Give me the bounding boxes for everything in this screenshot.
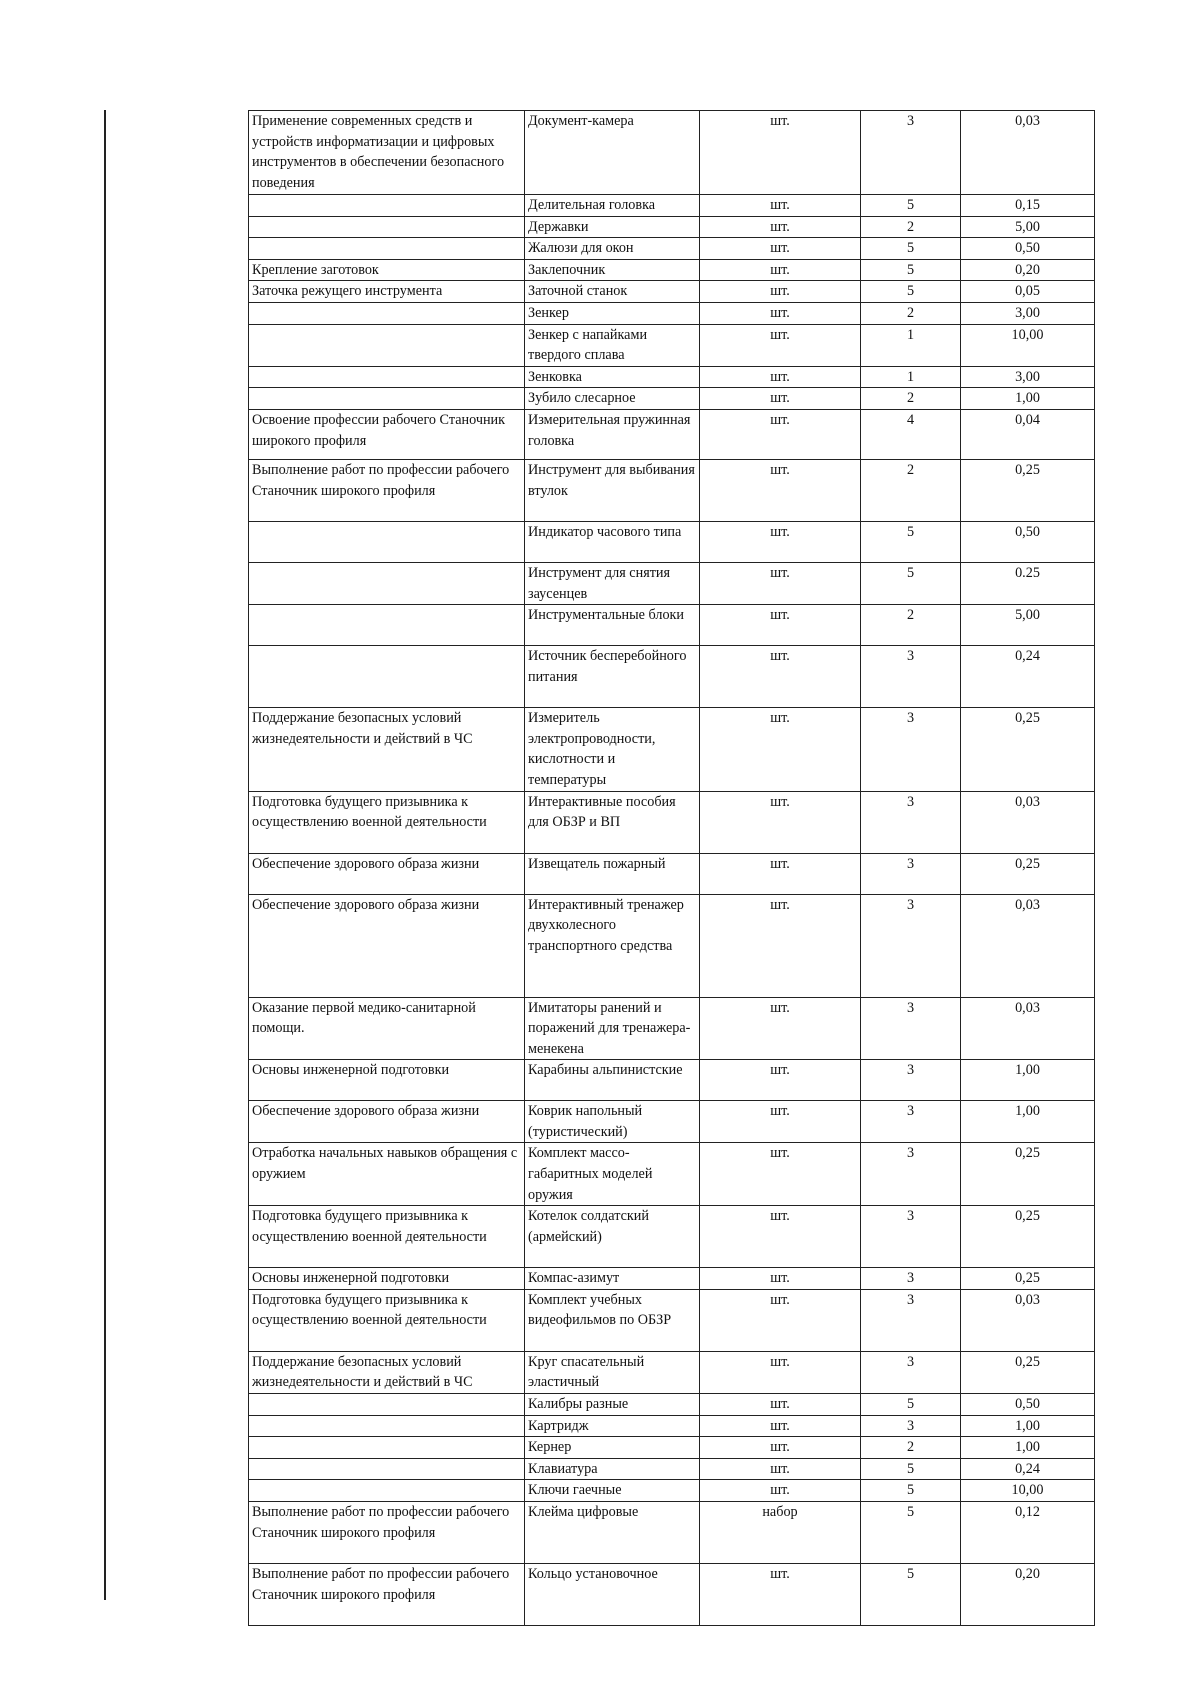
value-cell: 1,00 <box>961 1101 1095 1143</box>
value-cell: 0,03 <box>961 1289 1095 1351</box>
item-cell: Инструмент для выбивания втулок <box>525 459 700 521</box>
unit-cell: шт. <box>700 409 861 459</box>
item-cell: Комплект учебных видеофильмов по ОБЗР <box>525 1289 700 1351</box>
value-cell: 1,00 <box>961 1437 1095 1459</box>
topic-cell: Поддержание безопасных условий жизнедеятельности и действий в ЧС <box>249 708 525 791</box>
table-row <box>249 1415 1095 1437</box>
item-cell: Зубило слесарное <box>525 388 700 410</box>
value-cell: 0,25 <box>961 708 1095 791</box>
table-row <box>249 1564 1095 1626</box>
table-row <box>249 238 1095 260</box>
quantity-cell: 4 <box>861 409 961 459</box>
quantity-cell: 3 <box>861 1206 961 1268</box>
table-row <box>249 894 1095 997</box>
table-row <box>249 605 1095 646</box>
value-cell: 0,03 <box>961 791 1095 853</box>
item-cell: Индикатор часового типа <box>525 521 700 562</box>
value-cell: 0,24 <box>961 1458 1095 1480</box>
value-cell: 5,00 <box>961 216 1095 238</box>
unit-cell: шт. <box>700 562 861 604</box>
unit-cell: шт. <box>700 366 861 388</box>
quantity-cell: 2 <box>861 605 961 646</box>
item-cell: Жалюзи для окон <box>525 238 700 260</box>
item-cell: Державки <box>525 216 700 238</box>
unit-cell: шт. <box>700 1437 861 1459</box>
table-row <box>249 324 1095 366</box>
item-cell: Ключи гаечные <box>525 1480 700 1502</box>
topic-cell <box>249 216 525 238</box>
unit-cell: шт. <box>700 646 861 708</box>
topic-cell: Выполнение работ по профессии рабочего Станочник широкого профиля <box>249 1564 525 1626</box>
topic-cell <box>249 1458 525 1480</box>
topic-cell <box>249 1415 525 1437</box>
item-cell: Измерительная пружинная головка <box>525 409 700 459</box>
topic-cell <box>249 1394 525 1416</box>
unit-cell: шт. <box>700 459 861 521</box>
table-row <box>249 388 1095 410</box>
quantity-cell: 3 <box>861 894 961 997</box>
item-cell: Зенковка <box>525 366 700 388</box>
quantity-cell: 3 <box>861 791 961 853</box>
quantity-cell: 3 <box>861 853 961 894</box>
table-row <box>249 195 1095 217</box>
value-cell: 0.25 <box>961 562 1095 604</box>
equipment-table <box>248 110 1095 1626</box>
topic-cell <box>249 521 525 562</box>
unit-cell: шт. <box>700 1143 861 1206</box>
unit-cell: шт. <box>700 1458 861 1480</box>
topic-cell: Крепление заготовок <box>249 259 525 281</box>
quantity-cell: 3 <box>861 1415 961 1437</box>
value-cell: 0,25 <box>961 1268 1095 1290</box>
item-cell: Инструментальные блоки <box>525 605 700 646</box>
topic-cell: Выполнение работ по профессии рабочего Станочник широкого профиля <box>249 459 525 521</box>
item-cell: Круг спасательный эластичный <box>525 1351 700 1393</box>
value-cell: 0,50 <box>961 238 1095 260</box>
quantity-cell: 1 <box>861 324 961 366</box>
item-cell: Клавиатура <box>525 1458 700 1480</box>
unit-cell: шт. <box>700 605 861 646</box>
item-cell: Извещатель пожарный <box>525 853 700 894</box>
table-row <box>249 1437 1095 1459</box>
quantity-cell: 2 <box>861 1437 961 1459</box>
unit-cell: шт. <box>700 1289 861 1351</box>
topic-cell: Подготовка будущего призывника к осуществлению военной деятельности <box>249 1289 525 1351</box>
table-row <box>249 281 1095 303</box>
unit-cell: шт. <box>700 324 861 366</box>
quantity-cell: 2 <box>861 216 961 238</box>
unit-cell: шт. <box>700 997 861 1060</box>
table-row <box>249 1060 1095 1101</box>
table-row <box>249 216 1095 238</box>
quantity-cell: 3 <box>861 997 961 1060</box>
unit-cell: шт. <box>700 1394 861 1416</box>
value-cell: 0,25 <box>961 1351 1095 1393</box>
table-row <box>249 111 1095 195</box>
value-cell: 1,00 <box>961 1060 1095 1101</box>
quantity-cell: 3 <box>861 1289 961 1351</box>
unit-cell: шт. <box>700 521 861 562</box>
value-cell: 0,25 <box>961 1206 1095 1268</box>
topic-cell: Отработка начальных навыков обращения с оружием <box>249 1143 525 1206</box>
unit-cell: шт. <box>700 388 861 410</box>
item-cell: Комплект массо-габаритных моделей оружия <box>525 1143 700 1206</box>
table-row <box>249 1101 1095 1143</box>
unit-cell: шт. <box>700 1564 861 1626</box>
quantity-cell: 3 <box>861 1351 961 1393</box>
table-row <box>249 1502 1095 1564</box>
value-cell: 0,20 <box>961 259 1095 281</box>
topic-cell: Обеспечение здорового образа жизни <box>249 894 525 997</box>
quantity-cell: 2 <box>861 302 961 324</box>
unit-cell: шт. <box>700 1268 861 1290</box>
table-row <box>249 521 1095 562</box>
quantity-cell: 5 <box>861 1458 961 1480</box>
value-cell: 0,25 <box>961 459 1095 521</box>
quantity-cell: 5 <box>861 195 961 217</box>
item-cell: Клейма цифровые <box>525 1502 700 1564</box>
quantity-cell: 5 <box>861 281 961 303</box>
value-cell: 0,25 <box>961 853 1095 894</box>
quantity-cell: 2 <box>861 459 961 521</box>
quantity-cell: 3 <box>861 1143 961 1206</box>
topic-cell <box>249 366 525 388</box>
unit-cell: шт. <box>700 302 861 324</box>
item-cell: Делительная головка <box>525 195 700 217</box>
unit-cell: шт. <box>700 1351 861 1393</box>
topic-cell: Освоение профессии рабочего Станочник широкого профиля <box>249 409 525 459</box>
table-row <box>249 646 1095 708</box>
topic-cell <box>249 562 525 604</box>
topic-cell: Поддержание безопасных условий жизнедеятельности и действий в ЧС <box>249 1351 525 1393</box>
table-row <box>249 259 1095 281</box>
item-cell: Документ-камера <box>525 111 700 195</box>
unit-cell: шт. <box>700 791 861 853</box>
topic-cell: Основы инженерной подготовки <box>249 1060 525 1101</box>
topic-cell: Заточка режущего инструмента <box>249 281 525 303</box>
topic-cell: Обеспечение здорового образа жизни <box>249 1101 525 1143</box>
quantity-cell: 5 <box>861 259 961 281</box>
value-cell: 0,12 <box>961 1502 1095 1564</box>
unit-cell: шт. <box>700 195 861 217</box>
item-cell: Интерактивный тренажер двухколесного транспортного средства <box>525 894 700 997</box>
table-row <box>249 409 1095 459</box>
topic-cell: Обеспечение здорового образа жизни <box>249 853 525 894</box>
table-row <box>249 1268 1095 1290</box>
topic-cell: Оказание первой медико-санитарной помощи. <box>249 997 525 1060</box>
unit-cell: набор <box>700 1502 861 1564</box>
value-cell: 3,00 <box>961 366 1095 388</box>
value-cell: 0,04 <box>961 409 1095 459</box>
value-cell: 0,03 <box>961 997 1095 1060</box>
topic-cell <box>249 388 525 410</box>
table-row <box>249 562 1095 604</box>
value-cell: 0,03 <box>961 894 1095 997</box>
value-cell: 0,24 <box>961 646 1095 708</box>
unit-cell: шт. <box>700 853 861 894</box>
unit-cell: шт. <box>700 1060 861 1101</box>
unit-cell: шт. <box>700 708 861 791</box>
value-cell: 1,00 <box>961 1415 1095 1437</box>
quantity-cell: 2 <box>861 388 961 410</box>
topic-cell <box>249 195 525 217</box>
quantity-cell: 5 <box>861 562 961 604</box>
unit-cell: шт. <box>700 259 861 281</box>
item-cell: Кольцо установочное <box>525 1564 700 1626</box>
topic-cell: Выполнение работ по профессии рабочего Станочник широкого профиля <box>249 1502 525 1564</box>
item-cell: Измеритель электропроводности, кислотности и температуры <box>525 708 700 791</box>
topic-cell <box>249 1480 525 1502</box>
table-row <box>249 1143 1095 1206</box>
item-cell: Кернер <box>525 1437 700 1459</box>
value-cell: 0,15 <box>961 195 1095 217</box>
table-body <box>249 111 1095 1626</box>
item-cell: Зенкер <box>525 302 700 324</box>
quantity-cell: 3 <box>861 1101 961 1143</box>
quantity-cell: 3 <box>861 646 961 708</box>
unit-cell: шт. <box>700 894 861 997</box>
unit-cell: шт. <box>700 1480 861 1502</box>
topic-cell <box>249 646 525 708</box>
value-cell: 0,50 <box>961 1394 1095 1416</box>
topic-cell <box>249 238 525 260</box>
quantity-cell: 5 <box>861 1394 961 1416</box>
item-cell: Картридж <box>525 1415 700 1437</box>
topic-cell: Основы инженерной подготовки <box>249 1268 525 1290</box>
margin-rule <box>104 110 106 1600</box>
table-row <box>249 1458 1095 1480</box>
item-cell: Коврик напольный (туристический) <box>525 1101 700 1143</box>
item-cell: Имитаторы ранений и поражений для тренажера-менекена <box>525 997 700 1060</box>
table-row <box>249 1289 1095 1351</box>
table-row <box>249 1206 1095 1268</box>
value-cell: 5,00 <box>961 605 1095 646</box>
value-cell: 0,25 <box>961 1143 1095 1206</box>
unit-cell: шт. <box>700 281 861 303</box>
item-cell: Заклепочник <box>525 259 700 281</box>
table-row <box>249 1480 1095 1502</box>
quantity-cell: 5 <box>861 238 961 260</box>
unit-cell: шт. <box>700 1101 861 1143</box>
item-cell: Калибры разные <box>525 1394 700 1416</box>
table-row <box>249 708 1095 791</box>
topic-cell: Подготовка будущего призывника к осуществлению военной деятельности <box>249 1206 525 1268</box>
value-cell: 1,00 <box>961 388 1095 410</box>
quantity-cell: 3 <box>861 1060 961 1101</box>
quantity-cell: 3 <box>861 111 961 195</box>
value-cell: 3,00 <box>961 302 1095 324</box>
table-row <box>249 366 1095 388</box>
value-cell: 10,00 <box>961 1480 1095 1502</box>
item-cell: Инструмент для снятия заусенцев <box>525 562 700 604</box>
topic-cell <box>249 302 525 324</box>
table-row <box>249 1394 1095 1416</box>
quantity-cell: 5 <box>861 1502 961 1564</box>
unit-cell: шт. <box>700 238 861 260</box>
item-cell: Компас-азимут <box>525 1268 700 1290</box>
table-row <box>249 853 1095 894</box>
item-cell: Карабины альпинистские <box>525 1060 700 1101</box>
unit-cell: шт. <box>700 216 861 238</box>
quantity-cell: 1 <box>861 366 961 388</box>
value-cell: 10,00 <box>961 324 1095 366</box>
table-row <box>249 1351 1095 1393</box>
value-cell: 0,50 <box>961 521 1095 562</box>
item-cell: Котелок солдатский (армейский) <box>525 1206 700 1268</box>
table-row <box>249 791 1095 853</box>
quantity-cell: 3 <box>861 708 961 791</box>
topic-cell: Применение современных средств и устройств информатизации и цифровых инструментов в обеспечении безопасного поведения <box>249 111 525 195</box>
topic-cell <box>249 1437 525 1459</box>
unit-cell: шт. <box>700 1206 861 1268</box>
table-row <box>249 997 1095 1060</box>
topic-cell: Подготовка будущего призывника к осуществлению военной деятельности <box>249 791 525 853</box>
value-cell: 0,03 <box>961 111 1095 195</box>
table-row <box>249 459 1095 521</box>
item-cell: Интерактивные пособия для ОБЗР и ВП <box>525 791 700 853</box>
quantity-cell: 5 <box>861 1480 961 1502</box>
quantity-cell: 5 <box>861 1564 961 1626</box>
item-cell: Заточной станок <box>525 281 700 303</box>
table-row <box>249 302 1095 324</box>
quantity-cell: 5 <box>861 521 961 562</box>
topic-cell <box>249 605 525 646</box>
value-cell: 0,20 <box>961 1564 1095 1626</box>
value-cell: 0,05 <box>961 281 1095 303</box>
unit-cell: шт. <box>700 111 861 195</box>
unit-cell: шт. <box>700 1415 861 1437</box>
topic-cell <box>249 324 525 366</box>
quantity-cell: 3 <box>861 1268 961 1290</box>
item-cell: Источник бесперебойного питания <box>525 646 700 708</box>
item-cell: Зенкер с напайками твердого сплава <box>525 324 700 366</box>
